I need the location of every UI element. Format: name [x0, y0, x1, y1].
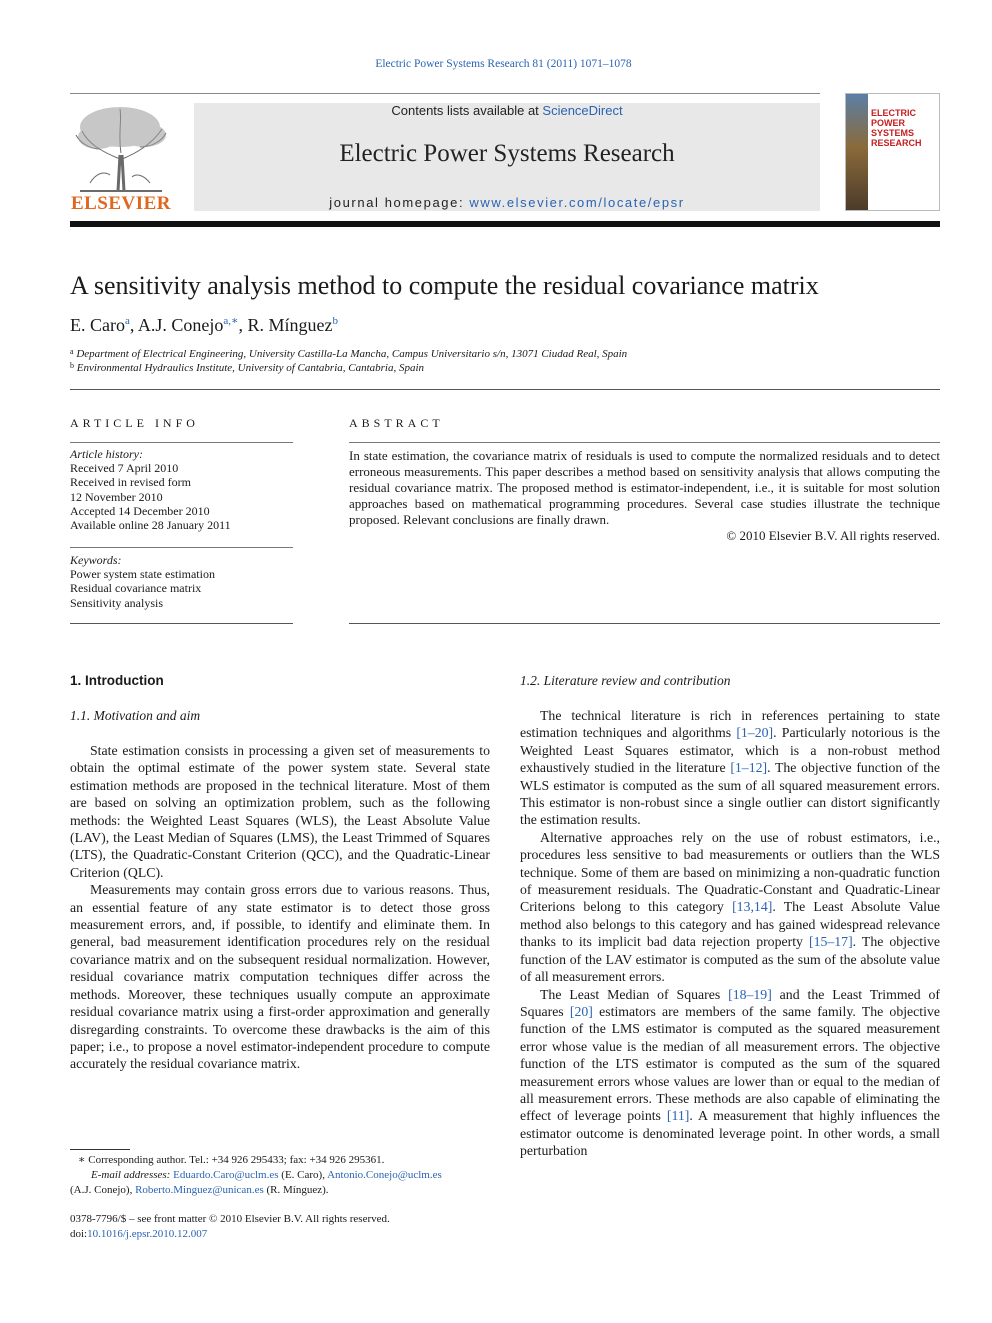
- article-title: A sensitivity analysis method to compute the residual covariance matrix: [70, 271, 819, 300]
- citation-link[interactable]: [11]: [666, 1108, 690, 1124]
- affiliation-text: Environmental Hydraulics Institute, University of Cantabria, Cantabria, Spain: [76, 362, 425, 374]
- keyword-item: Residual covariance matrix: [70, 581, 202, 596]
- journal-reference[interactable]: Electric Power Systems Research 81 (2011) 1071–1078: [375, 58, 632, 70]
- journal-cover-thumbnail[interactable]: [845, 93, 940, 211]
- text-run: Alternative approaches rely on the use of robust estimators, i.e., procedures less sensitive to bad measurements or outliers than the WLS technique. Some of them are based on minimizing a non-quadratic function of measurement residuals. The Quadratic-Constant and Quadratic-Linear Criterions belong to this category: [520, 829, 940, 915]
- history-entry: Received in revised form: [70, 475, 191, 490]
- author-affiliation-mark[interactable]: a: [124, 315, 130, 327]
- cover-title: ELECTRIC POWER SYSTEMS RESEARCH: [871, 108, 922, 148]
- history-entry: Received 7 April 2010: [70, 461, 179, 476]
- affiliation-b: [70, 361, 424, 374]
- author-list: [70, 314, 338, 336]
- article-info-rule: [70, 442, 293, 443]
- affiliation-text: Department of Electrical Engineering, University Castilla-La Mancha, Campus Universitario s/n, 13071 Ciudad Real, Spain: [76, 348, 628, 360]
- keywords-rule: [70, 547, 293, 548]
- paragraph: State estimation consists in processing a given set of measurements to obtain the optimal estimate of the power system state. Several state estimation methods are proposed in the technical literature. Most of them are based on solving an optimization problem, such as the following methods: the Weighted Least Squares (WLS), the Least Absolute Value (LAV), the Least Median of Squares (LMS), the Least Trimmed of Squares (LTS), the Quadratic-Constant Criterion (QCC), and the Quadratic-Linear Criterion (QLC).: [70, 743, 490, 880]
- citation-link[interactable]: [1–12]: [730, 760, 768, 776]
- text-run: . A measurement that highly influences the estimator outcome is denominated leverage point. In other words, a small perturbation: [520, 1108, 941, 1159]
- email-owner: (R. Mínguez).: [263, 1184, 329, 1196]
- history-entry: Available online 28 January 2011: [70, 518, 231, 533]
- contents-available-line: [194, 103, 820, 118]
- affiliation-mark: b: [70, 361, 74, 370]
- text-run: . Particularly notorious is the Weighted Least Squares estimator, which is a non-robust method exhaustively studied in the literature: [520, 725, 940, 776]
- sciencedirect-link[interactable]: ScienceDirect: [542, 103, 623, 118]
- keywords-block: [70, 553, 293, 610]
- keyword-item: Sensitivity analysis: [70, 595, 163, 610]
- doi-link[interactable]: 10.1016/j.epsr.2010.12.007: [87, 1228, 208, 1240]
- footnote: [70, 1153, 490, 1198]
- elsevier-wordmark: ELSEVIER: [70, 193, 172, 214]
- keywords-label: Keywords:: [70, 553, 122, 567]
- footnote-corresponding: [70, 1153, 490, 1168]
- author-affiliation-mark[interactable]: b: [332, 315, 338, 327]
- article-info-bottom-rule: [70, 623, 293, 624]
- footnote-mark: ∗: [78, 1154, 86, 1166]
- abstract-copyright: © 2010 Elsevier B.V. All rights reserved.: [726, 528, 940, 543]
- author-name[interactable]: A.J. Conejo: [137, 315, 224, 335]
- subsection-heading-motivation: 1.1. Motivation and aim: [70, 708, 201, 723]
- text-run: The technical literature is rich in references pertaining to state estimation techniques and algorithms: [520, 708, 940, 741]
- paragraph: [520, 707, 940, 829]
- left-column-text: [70, 742, 490, 1073]
- abstract-bottom-rule: [349, 623, 940, 624]
- journal-title: Electric Power Systems Research: [339, 140, 675, 167]
- issn-line: 0378-7796/$ – see front matter © 2010 Elsevier B.V. All rights reserved.: [70, 1213, 390, 1225]
- email-label: E-mail addresses:: [91, 1169, 171, 1181]
- right-column-text: [520, 707, 940, 1160]
- author-separator: ,: [238, 315, 248, 335]
- author-affiliation-mark[interactable]: a,∗: [223, 315, 239, 327]
- email-owner: (A.J. Conejo),: [70, 1184, 136, 1196]
- citation-link[interactable]: [13,14]: [732, 899, 773, 915]
- email-link[interactable]: Roberto.Minguez@unican.es: [135, 1184, 264, 1196]
- history-entry: 12 November 2010: [70, 489, 163, 504]
- homepage-link[interactable]: www.elsevier.com/locate/epsr: [469, 195, 685, 210]
- author-name[interactable]: E. Caro: [70, 315, 125, 335]
- cover-image-strip: [846, 94, 868, 211]
- citation-link[interactable]: [20]: [569, 1003, 593, 1019]
- abstract-heading: ABSTRACT: [349, 416, 444, 430]
- abstract-rule: [349, 442, 940, 443]
- text-run: estimators are members of the same family. The objective function of the LMS estimator is computed as the squared measurement error whose value is the median of all measurement errors. The objective function of the LTS estimator is computed as the sum of the squared measurement errors whose values are lower than or equal to the median of all measurement errors. These methods are also capable of eliminating the effect of leverage points: [520, 1003, 940, 1124]
- author-name[interactable]: R. Mínguez: [247, 315, 333, 335]
- header-thick-rule: [70, 221, 940, 227]
- affiliation-mark: a: [70, 347, 74, 356]
- article-history-label: Article history:: [70, 447, 143, 461]
- elsevier-tree-icon: [70, 103, 172, 195]
- header-top-rule: [70, 93, 820, 94]
- paragraph: Measurements may contain gross errors due to various reasons. Thus, an essential feature of any state estimator is to detect those gross measurement errors, and, if possible, to identify and eliminate them. In general, bad measurement identification procedures rely on the residual covariance matrix and on the subsequent residual normalization. However, residual covariance matrix computation techniques differ across the methods. Moreover, these techniques usually compute an approximate residual covariance matrix using a first-order approximation and generally disregarding constraints. To overcome these drawbacks is the aim of this paper; i.e., to propose a novel estimator-independent procedure to compute accurately the residual covariance matrix.: [70, 882, 490, 1072]
- section-heading-introduction: 1. Introduction: [70, 673, 164, 688]
- contents-prefix: Contents lists available at: [391, 103, 543, 118]
- affiliation-a: [70, 347, 627, 360]
- text-run: The Least Median of Squares: [540, 986, 729, 1002]
- abstract-text: In state estimation, the covariance matrix of residuals is used to compute the normalized residuals and to detect erroneous measurements. This paper describes a method based on sensitivity analysis that allows computing the residual covariance matrix. The proposed method is estimator-independent, i.e., it is suitable for most solution approaches based on mathematical programming procedures. Several case studies illustrate the technique proposed. Relevant conclusions are finally drawn.: [349, 448, 940, 527]
- keyword-item: Power system state estimation: [70, 567, 215, 582]
- text-run: . The objective function of the LAV estimator is computed as the sum of the absolute value of all measurement errors.: [520, 934, 940, 985]
- citation-link[interactable]: [18–19]: [728, 986, 772, 1002]
- homepage-prefix: journal homepage:: [329, 195, 470, 210]
- email-link[interactable]: Eduardo.Caro@uclm.es: [173, 1169, 279, 1181]
- doi-line: [70, 1227, 490, 1242]
- page-footer: [70, 1212, 490, 1242]
- email-link[interactable]: Antonio.Conejo@uclm.es: [327, 1169, 442, 1181]
- paragraph: [520, 829, 940, 986]
- footnote-corresponding-text: Corresponding author. Tel.: +34 926 295433; fax: +34 926 295361.: [88, 1154, 385, 1166]
- subsection-heading-literature: 1.2. Literature review and contribution: [520, 673, 731, 688]
- journal-homepage-line: [194, 195, 820, 210]
- citation-link[interactable]: [15–17]: [808, 934, 853, 950]
- email-owner: (E. Caro),: [278, 1169, 328, 1181]
- footnote-emails-cont: [70, 1183, 490, 1198]
- text-run: . The objective function of the WLS estimator is computed as the sum of all squared measurement errors. This estimator is non-robust since a single outlier can distort significantly the estimation results.: [520, 760, 940, 828]
- article-info-heading: ARTICLE INFO: [70, 416, 199, 430]
- text-run: and the Least Trimmed of Squares: [520, 986, 940, 1019]
- elsevier-logo: [70, 103, 172, 215]
- title-block-rule: [70, 389, 940, 390]
- doi-prefix: doi:: [70, 1228, 88, 1240]
- footnote-rule: [70, 1149, 130, 1150]
- article-history: [70, 447, 293, 532]
- paragraph: [520, 986, 940, 1160]
- text-run: . The Least Absolute Value method also belongs to this category and has gained widespread relevance thanks to its implicit bad data rejection property: [520, 899, 941, 950]
- footnote-emails: [70, 1168, 490, 1183]
- author-separator: ,: [129, 315, 138, 335]
- citation-link[interactable]: [1–20]: [736, 725, 774, 741]
- history-entry: Accepted 14 December 2010: [70, 503, 210, 518]
